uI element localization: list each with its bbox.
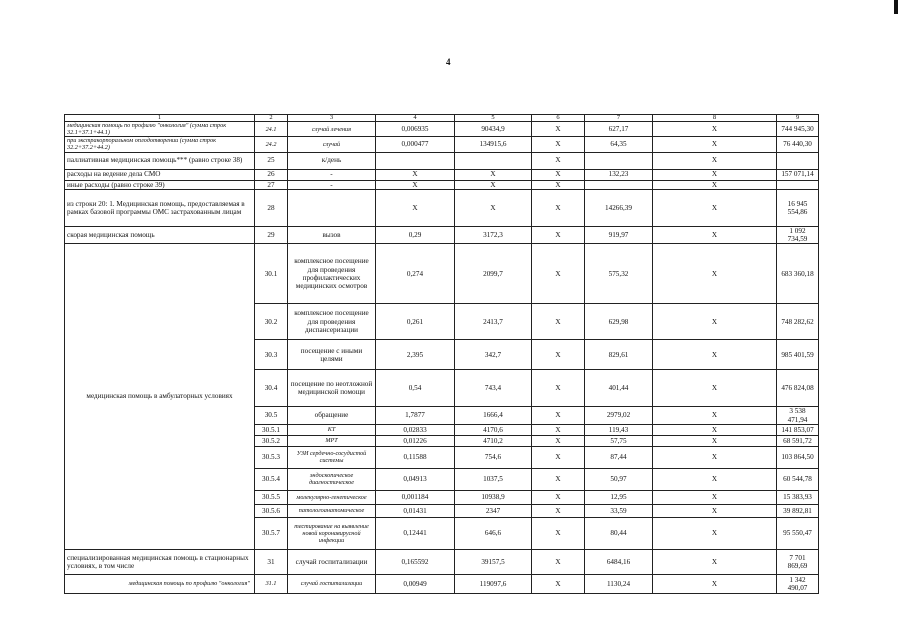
value-cell: 1,7877	[376, 407, 455, 425]
value-cell: 95 550,47	[777, 517, 819, 549]
value-cell: 119,43	[585, 424, 653, 435]
value-cell	[455, 152, 532, 169]
value-cell: X	[653, 122, 777, 137]
row-code: 30.5	[255, 407, 288, 425]
value-cell: 39157,5	[455, 549, 532, 574]
value-cell: X	[653, 574, 777, 593]
value-cell: 103 864,50	[777, 446, 819, 468]
value-cell: 6484,16	[585, 549, 653, 574]
table-row	[65, 226, 819, 244]
value-cell: 0,000477	[376, 137, 455, 152]
value-cell: 2099,7	[455, 244, 532, 304]
value-cell: 16 945 554,86	[777, 189, 819, 226]
value-cell	[376, 152, 455, 169]
column-header: 6	[532, 115, 585, 122]
row-unit: комплексное посещение для проведения диспансеризации	[288, 304, 376, 340]
row-code: 31.1	[255, 574, 288, 593]
value-cell: 132,23	[585, 169, 653, 180]
row-unit: случай госпитализации	[288, 574, 376, 593]
value-cell: X	[532, 490, 585, 504]
column-numbers-row	[65, 115, 819, 122]
column-header: 9	[777, 115, 819, 122]
row-unit: случай лечения	[288, 122, 376, 137]
row-unit: случай госпитализации	[288, 549, 376, 574]
row-name: расходы на ведение дела СМО	[65, 169, 255, 180]
value-cell: 39 892,81	[777, 504, 819, 517]
value-cell: 33,59	[585, 504, 653, 517]
table-row	[65, 549, 819, 574]
table-row	[65, 152, 819, 169]
value-cell: X	[653, 517, 777, 549]
value-cell: X	[653, 244, 777, 304]
value-cell: X	[653, 152, 777, 169]
page-number: 4	[446, 57, 451, 67]
value-cell: 401,44	[585, 370, 653, 407]
value-cell: 683 360,18	[777, 244, 819, 304]
row-code: 30.1	[255, 244, 288, 304]
value-cell: X	[455, 180, 532, 189]
row-code: 31	[255, 549, 288, 574]
value-cell: 87,44	[585, 446, 653, 468]
value-cell: 57,75	[585, 435, 653, 446]
value-cell: 0,001184	[376, 490, 455, 504]
row-code: 30.5.6	[255, 504, 288, 517]
value-cell: X	[532, 169, 585, 180]
row-code: 30.3	[255, 340, 288, 370]
value-cell: X	[532, 137, 585, 152]
financing-table	[64, 114, 819, 594]
value-cell: 2347	[455, 504, 532, 517]
row-name: скорая медицинская помощь	[65, 226, 255, 244]
value-cell: 119097,6	[455, 574, 532, 593]
value-cell: X	[532, 424, 585, 435]
value-cell: 919,97	[585, 226, 653, 244]
column-header: 8	[653, 115, 777, 122]
value-cell: 157 071,14	[777, 169, 819, 180]
table-row	[65, 244, 819, 304]
value-cell: 2979,02	[585, 407, 653, 425]
value-cell: X	[532, 468, 585, 490]
row-unit: тестирование на выявление новой коронавирусной инфекции	[288, 517, 376, 549]
column-header: 1	[65, 115, 255, 122]
value-cell: 1 342 490,07	[777, 574, 819, 593]
row-code: 30.5.3	[255, 446, 288, 468]
value-cell: X	[532, 435, 585, 446]
row-code: 24.2	[255, 137, 288, 152]
row-unit: случай	[288, 137, 376, 152]
row-code: 26	[255, 169, 288, 180]
value-cell: 3 538 471,94	[777, 407, 819, 425]
value-cell: 64,35	[585, 137, 653, 152]
table-row	[65, 169, 819, 180]
value-cell: X	[653, 504, 777, 517]
value-cell: X	[653, 435, 777, 446]
row-unit: обращение	[288, 407, 376, 425]
row-unit: посещение по неотложной медицинской помощи	[288, 370, 376, 407]
row-unit: посещение с иными целями	[288, 340, 376, 370]
value-cell: 0,01226	[376, 435, 455, 446]
row-name: паллиативная медицинская помощь*** (равно строке 38)	[65, 152, 255, 169]
value-cell: 0,02833	[376, 424, 455, 435]
row-code: 30.5.2	[255, 435, 288, 446]
value-cell: X	[376, 189, 455, 226]
value-cell: X	[532, 304, 585, 340]
row-unit: эндоскопическое диагностическое	[288, 468, 376, 490]
value-cell: X	[532, 504, 585, 517]
table-row	[65, 574, 819, 593]
value-cell: 90434,9	[455, 122, 532, 137]
value-cell: 629,98	[585, 304, 653, 340]
value-cell: X	[653, 340, 777, 370]
row-code: 30.2	[255, 304, 288, 340]
value-cell: 0,006935	[376, 122, 455, 137]
value-cell: 7 701 869,69	[777, 549, 819, 574]
value-cell: X	[455, 189, 532, 226]
edge-bar	[894, 0, 898, 14]
value-cell: 1130,24	[585, 574, 653, 593]
value-cell: X	[376, 169, 455, 180]
value-cell: X	[532, 370, 585, 407]
value-cell: X	[653, 490, 777, 504]
row-unit: патологоанатомическое	[288, 504, 376, 517]
value-cell: X	[653, 226, 777, 244]
table-row	[65, 189, 819, 226]
value-cell: X	[532, 226, 585, 244]
row-code: 25	[255, 152, 288, 169]
row-unit: УЗИ сердечно-сосудистой системы	[288, 446, 376, 468]
value-cell: 0,261	[376, 304, 455, 340]
value-cell	[585, 152, 653, 169]
value-cell: 829,61	[585, 340, 653, 370]
value-cell: 476 824,08	[777, 370, 819, 407]
value-cell: X	[653, 189, 777, 226]
value-cell: 3172,3	[455, 226, 532, 244]
value-cell: 748 282,62	[777, 304, 819, 340]
value-cell: X	[532, 122, 585, 137]
value-cell: 134915,6	[455, 137, 532, 152]
row-code: 27	[255, 180, 288, 189]
row-name: медицинская помощь по профилю "онкология"	[65, 574, 255, 593]
value-cell: 0,01431	[376, 504, 455, 517]
section-name: медицинская помощь в амбулаторных условиях	[65, 244, 255, 550]
table-row	[65, 180, 819, 189]
row-code: 30.5.1	[255, 424, 288, 435]
value-cell: 0,00949	[376, 574, 455, 593]
row-unit: МРТ	[288, 435, 376, 446]
value-cell: 80,44	[585, 517, 653, 549]
value-cell: X	[376, 180, 455, 189]
value-cell: X	[532, 517, 585, 549]
value-cell: X	[653, 468, 777, 490]
value-cell: X	[653, 137, 777, 152]
column-header: 2	[255, 115, 288, 122]
row-code: 28	[255, 189, 288, 226]
row-name: при экстракорпоральном оплодотворении (сумма строк 32.2+37.2+44.2)	[65, 137, 255, 152]
value-cell: 2413,7	[455, 304, 532, 340]
row-code: 30.4	[255, 370, 288, 407]
value-cell: 0,04913	[376, 468, 455, 490]
value-cell: 754,6	[455, 446, 532, 468]
value-cell: 1666,4	[455, 407, 532, 425]
value-cell: X	[532, 244, 585, 304]
value-cell	[777, 180, 819, 189]
row-unit: -	[288, 180, 376, 189]
row-name: медицинская помощь по профилю "онкология" (сумма строк 32.1+37.1+44.1)	[65, 122, 255, 137]
value-cell: X	[653, 169, 777, 180]
row-name: специализированная медицинская помощь в стационарных условиях, в том числе	[65, 549, 255, 574]
value-cell: 0,29	[376, 226, 455, 244]
value-cell: 646,6	[455, 517, 532, 549]
column-header: 7	[585, 115, 653, 122]
value-cell: 12,95	[585, 490, 653, 504]
value-cell: 15 383,93	[777, 490, 819, 504]
value-cell: X	[532, 340, 585, 370]
value-cell: 0,274	[376, 244, 455, 304]
value-cell: 4170,6	[455, 424, 532, 435]
value-cell	[585, 180, 653, 189]
value-cell: X	[532, 407, 585, 425]
value-cell: X	[653, 549, 777, 574]
value-cell: 0,54	[376, 370, 455, 407]
row-name: из строки 20: 1. Медицинская помощь, предоставляемая в рамках базовой программы ОМС застрахованным лицам	[65, 189, 255, 226]
value-cell: X	[653, 424, 777, 435]
value-cell: X	[532, 189, 585, 226]
value-cell: 985 401,59	[777, 340, 819, 370]
row-unit: к/день	[288, 152, 376, 169]
value-cell: 1 092 734,59	[777, 226, 819, 244]
value-cell: X	[532, 180, 585, 189]
value-cell: 141 853,07	[777, 424, 819, 435]
value-cell: 2,395	[376, 340, 455, 370]
column-header: 4	[376, 115, 455, 122]
row-unit: -	[288, 169, 376, 180]
value-cell: 68 591,72	[777, 435, 819, 446]
value-cell: X	[455, 169, 532, 180]
value-cell: 1037,5	[455, 468, 532, 490]
value-cell: X	[532, 574, 585, 593]
row-code: 24.1	[255, 122, 288, 137]
column-header: 3	[288, 115, 376, 122]
row-unit	[288, 189, 376, 226]
value-cell: X	[653, 370, 777, 407]
value-cell: X	[532, 446, 585, 468]
value-cell: X	[653, 304, 777, 340]
row-name: иные расходы (равно строке 39)	[65, 180, 255, 189]
value-cell: X	[653, 180, 777, 189]
row-unit: вызов	[288, 226, 376, 244]
row-code: 29	[255, 226, 288, 244]
value-cell	[777, 152, 819, 169]
value-cell: X	[653, 446, 777, 468]
column-header: 5	[455, 115, 532, 122]
value-cell: X	[653, 407, 777, 425]
value-cell: 14266,39	[585, 189, 653, 226]
value-cell: 0,12441	[376, 517, 455, 549]
row-code: 30.5.4	[255, 468, 288, 490]
value-cell: 10938,9	[455, 490, 532, 504]
row-unit: комплексное посещение для проведения профилактических медицинских осмотров	[288, 244, 376, 304]
table-row	[65, 137, 819, 152]
value-cell: 744 945,30	[777, 122, 819, 137]
value-cell: 0,165592	[376, 549, 455, 574]
row-unit: молекулярно-генетическое	[288, 490, 376, 504]
table-row	[65, 122, 819, 137]
value-cell: 575,32	[585, 244, 653, 304]
value-cell: 0,11588	[376, 446, 455, 468]
value-cell: 627,17	[585, 122, 653, 137]
value-cell: 342,7	[455, 340, 532, 370]
value-cell: 50,97	[585, 468, 653, 490]
value-cell: 743,4	[455, 370, 532, 407]
value-cell: X	[532, 549, 585, 574]
value-cell: 76 440,30	[777, 137, 819, 152]
row-unit: КТ	[288, 424, 376, 435]
value-cell: X	[532, 152, 585, 169]
row-code: 30.5.5	[255, 490, 288, 504]
value-cell: 4710,2	[455, 435, 532, 446]
row-code: 30.5.7	[255, 517, 288, 549]
value-cell: 60 544,78	[777, 468, 819, 490]
